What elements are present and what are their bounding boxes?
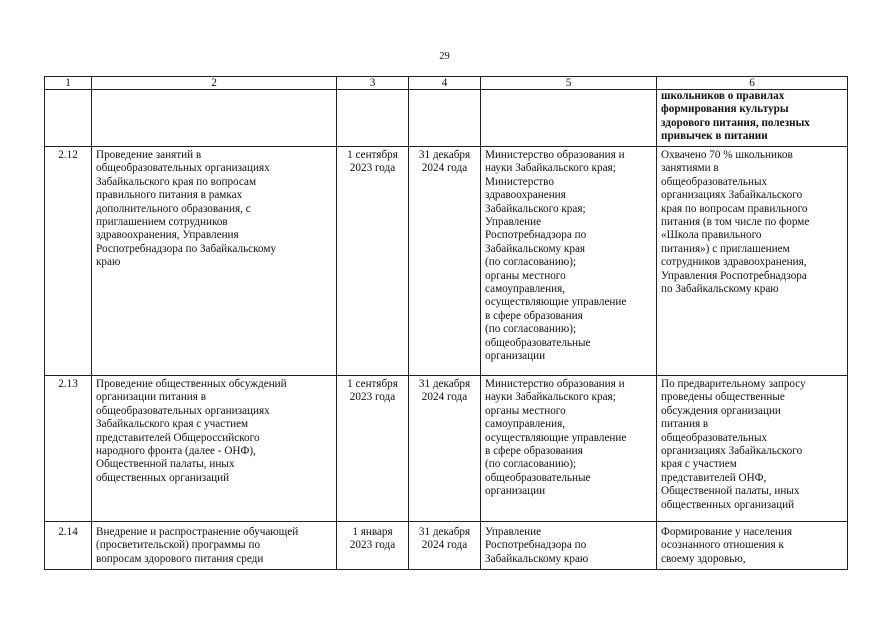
- start-date-cell: 1 сентября 2023 года: [337, 147, 409, 376]
- item-number-cell: 2.14: [45, 522, 92, 570]
- end-date-cell: [409, 90, 481, 147]
- column-header-4: 4: [409, 77, 481, 90]
- result-cell: По предварительному запросу проведены общественные обсуждения организации питания в общеобразовательных организациях Забайкальского края с участием представителей ОНФ, Общественной палаты, иных общественных организаций: [657, 376, 848, 522]
- result-cell: Формирование у населения осознанного отношения к своему здоровью,: [657, 522, 848, 570]
- column-header-5: 5: [481, 77, 657, 90]
- end-date-cell: 31 декабря 2024 года: [409, 376, 481, 522]
- result-cell: школьников о правилах формирования культуры здорового питания, полезных привычек в питании: [657, 90, 848, 147]
- start-date-cell: [337, 90, 409, 147]
- executors-cell: [481, 90, 657, 147]
- item-number-cell: 2.13: [45, 376, 92, 522]
- start-date-cell: 1 сентября 2023 года: [337, 376, 409, 522]
- item-number-cell: [45, 90, 92, 147]
- executors-cell: Управление Роспотребнадзора по Забайкальскому краю: [481, 522, 657, 570]
- end-date-cell: 31 декабря 2024 года: [409, 522, 481, 570]
- activity-cell: [92, 90, 337, 147]
- item-number-cell: 2.12: [45, 147, 92, 376]
- page-number: 29: [439, 51, 450, 62]
- executors-cell: Министерство образования и науки Забайкальского края; Министерство здравоохранения Забайкальского края; Управление Роспотребнадзора по Забайкальскому края (по согласованию); органы местного самоуправления, осуществляющие управление в сфере образования (по согласованию); общеобразовательные организации: [481, 147, 657, 376]
- table-row-continuation: [45, 90, 848, 147]
- column-header-2: 2: [92, 77, 337, 90]
- column-header-1: 1: [45, 77, 92, 90]
- column-number-header-row: [45, 77, 848, 90]
- activity-cell: Внедрение и распространение обучающей (просветительской) программы по вопросам здорового питания среди: [92, 522, 337, 570]
- end-date-cell: 31 декабря 2024 года: [409, 147, 481, 376]
- column-header-6: 6: [657, 77, 848, 90]
- activity-cell: Проведение общественных обсуждений организации питания в общеобразовательных организациях Забайкальского края с участием представителей Общероссийского народного фронта (далее - ОНФ), Общественной палаты, иных общественных организаций: [92, 376, 337, 522]
- table-row-2-13: [45, 376, 848, 522]
- column-header-3: 3: [337, 77, 409, 90]
- start-date-cell: 1 января 2023 года: [337, 522, 409, 570]
- table-row-2-12: [45, 147, 848, 376]
- table-row-2-14: [45, 522, 848, 570]
- activity-cell: Проведение занятий в общеобразовательных организациях Забайкальского края по вопросам правильного питания в рамках дополнительного образования, с приглашением сотрудников здравоохранения, Управления Роспотребнадзора по Забайкальскому краю: [92, 147, 337, 376]
- executors-cell: Министерство образования и науки Забайкальского края; органы местного самоуправления, осуществляющие управление в сфере образования (по согласованию); общеобразовательные организации: [481, 376, 657, 522]
- result-cell: Охвачено 70 % школьников занятиями в общеобразовательных организациях Забайкальского края по вопросам правильного питания (в том числе по форме «Школа правильного питания») с приглашением сотрудников здравоохранения, Управления Роспотребнадзора по Забайкальскому краю: [657, 147, 848, 376]
- plan-table: [44, 76, 848, 570]
